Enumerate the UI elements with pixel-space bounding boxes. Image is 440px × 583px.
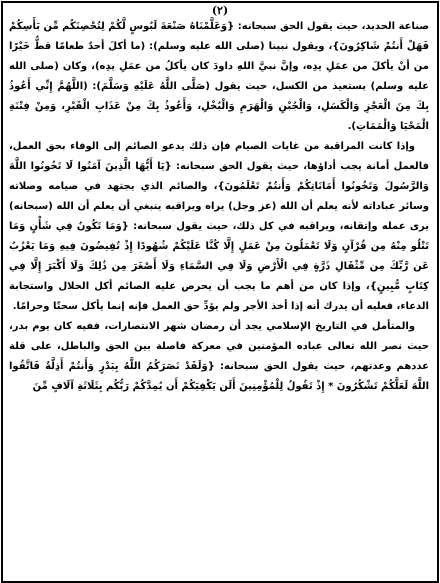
paragraph-2: وإذا كانت المراقبة من غايات الصيام فإن ذلك يدعو الصائم إلى الوفاء بحق العمل، فالعمل أمانة يجب أداؤها، حيث يقول الحق سبحانه: {يَا أَيُّهَا الَّذِينَ آمَنُوا لَا تَخُونُوا اللَّهَ وَالرَّسُولَ وَتَخُونُوا أَمَانَاتِكُمْ وَأَنتُمْ تَعْلَمُونَ}، والصائم الذي يجتهد في صيامه وصلاته وسائر عباداته لأنه يعلم أن الله (عز وجل) يراه ويراقبه ينبغي أن يعلم أن الله (سبحانه) يرى عمله وإتقانه، ويراقبه في كل ذلك، حيث يقول سبحانه: {وَمَا تَكُونُ فِي شَأْنٍ وَمَا تَتْلُو مِنْهُ مِن قُرْآنٍ وَلَا تَعْمَلُونَ مِنْ عَمَلٍ إِلَّا كُنَّا عَلَيْكُمْ شُهُودًا إِذْ تُفِيضُونَ فِيهِ وَمَا يَعْزُبُ عَن رَّبِّكَ مِن مِّثْقَالِ ذَرَّةٍ فِي الْأَرْضِ وَلَا فِي السَّمَاءِ وَلَا أَصْغَرَ مِن ذَٰلِكَ وَلَا أَكْبَرَ إِلَّا فِي كِتَابٍ مُّبِينٍ}، وإذا كان من أهم ما يجب أن يحرص عليه الصائم أكل الحلال واستجابة الدعاء، فعليه أن يدرك أنه إذا أخذ الأجر ولم يؤدِّ حق العمل فإنه إنما يأكل سحتًا وحرامًا. xyxy=(9,141,429,312)
paragraph-1: صناعة الحديد، حيث يقول الحق سبحانه: {وَعَلَّمْنَاهُ صَنْعَةَ لَبُوسٍ لَّكُمْ لِتُحْصِنَكُم مِّن بَأْسِكُمْ فَهَلْ أَنتُمْ شَاكِرُونَ}، ويقول نبينا (صلى الله عليه وسلم): (ما أكلَ أحدٌ طعامًا قطُّ خَيْرًا من أنْ يأكلَ من عمَلِ يدِه، وإنَّ نبيَّ اللهِ داودَ كان يأكلُ من عمَلِ يدِه)، وكان (صلى الله عليه وسلم) يستعيذ من الكسل، حيث يقول (صَلَّى اللَّهُ عَلَيْهِ وَسَلَّمَ): (اللَّهُمَّ إِنِّي أَعُوذُ بِكَ مِنَ الْعَجْزِ وَالْكَسَلِ، وَالْجُبْنِ وَالْهَرَمِ وَالْبُخْلِ، وَأَعُوذُ بِكَ مِنْ عَذَابِ الْقَبْرِ، وَمِنْ فِتْنَةِ الْمَحْيَا وَالْمَمَاتِ). xyxy=(9,21,429,132)
paragraph-3: والمتأمل في التاريخ الإسلامي يجد أن رمضان شهر الانتصارات، ففيه كان يوم بدر، حيث نصر الله تعالى عباده المؤمنين في معركة فاصلة بين الحق والباطل، على قلة عددهم وعدتهم، حيث يقول الحق سبحانه: {وَلَقَدْ نَصَرَكُمُ اللَّهُ بِبَدْرٍ وَأَنتُمْ أَذِلَّةٌ فَاتَّقُوا اللَّهَ لَعَلَّكُمْ تَشْكُرُونَ * إِذْ تَقُولُ لِلْمُؤْمِنِينَ أَلَن يَكْفِيَكُمْ أَن يُمِدَّكُمْ رَبُّكُم بِثَلَاثَةِ آلَافٍ مِّنَ xyxy=(9,321,429,392)
body-text xyxy=(9,17,429,575)
page-number: (٢) xyxy=(211,4,229,17)
